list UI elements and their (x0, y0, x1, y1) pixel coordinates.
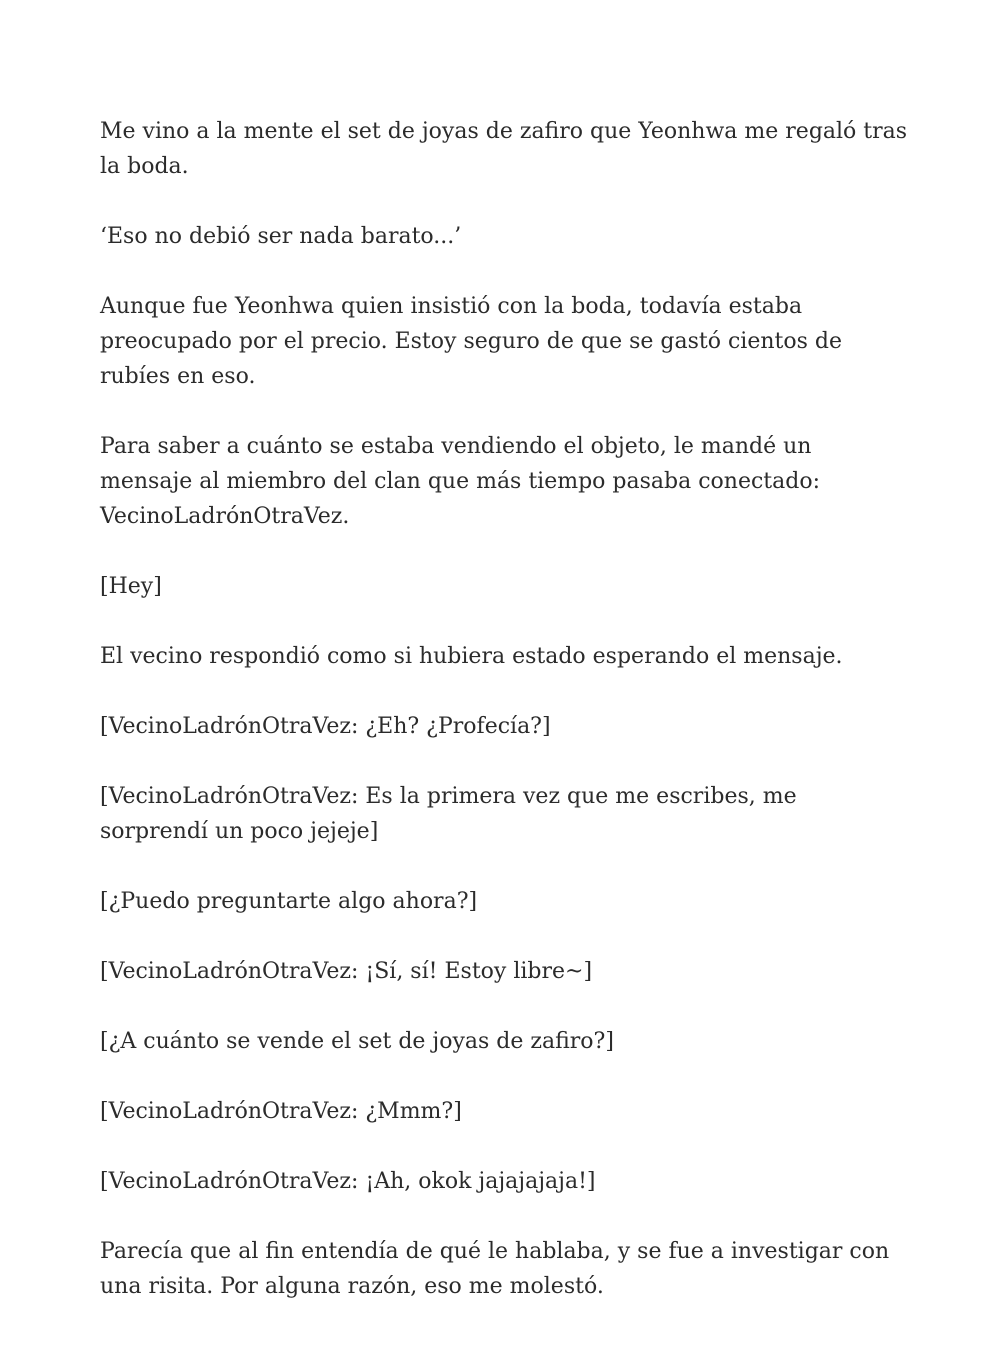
chat-line-hey: [Hey] (100, 574, 162, 599)
paragraph-message-clan-member: Para saber a cuánto se estaba vendiendo el objeto, le mandé un mensaje al miembro del clan que más tiempo pasaba conectado: VecinoLadrónOtraVez. (100, 434, 820, 529)
chat-line-mmm: [VecinoLadrónOtraVez: ¿Mmm?] (100, 1099, 462, 1124)
chat-line-first-time: [VecinoLadrónOtraVez: Es la primera vez que me escribes, me sorprendí un poco jejeje] (100, 784, 797, 844)
paragraph-sapphire-memory: Me vino a la mente el set de joyas de zafiro que Yeonhwa me regaló tras la boda. (100, 119, 908, 179)
paragraph-thought-price: ‘Eso no debió ser nada barato...’ (100, 224, 462, 249)
paragraph-neighbor-replied: El vecino respondió como si hubiera estado esperando el mensaje. (100, 644, 843, 669)
paragraph-wedding-cost: Aunque fue Yeonhwa quien insistió con la boda, todavía estaba preocupado por el precio. Estoy seguro de que se gastó cientos de rubíes en eso. (100, 294, 843, 389)
chat-line-free: [VecinoLadrónOtraVez: ¡Sí, sí! Estoy libre~] (100, 959, 593, 984)
document-body (100, 114, 910, 1339)
chat-line-ask-question: [¿Puedo preguntarte algo ahora?] (100, 889, 478, 914)
chat-line-price-question: [¿A cuánto se vende el set de joyas de zafiro?] (100, 1029, 614, 1054)
chat-line-profecia: [VecinoLadrónOtraVez: ¿Eh? ¿Profecía?] (100, 714, 551, 739)
chat-line-okok: [VecinoLadrónOtraVez: ¡Ah, okok jajajajaja!] (100, 1169, 596, 1194)
paragraph-annoyed: Parecía que al fin entendía de qué le hablaba, y se fue a investigar con una risita. Por alguna razón, eso me molestó. (100, 1239, 890, 1299)
